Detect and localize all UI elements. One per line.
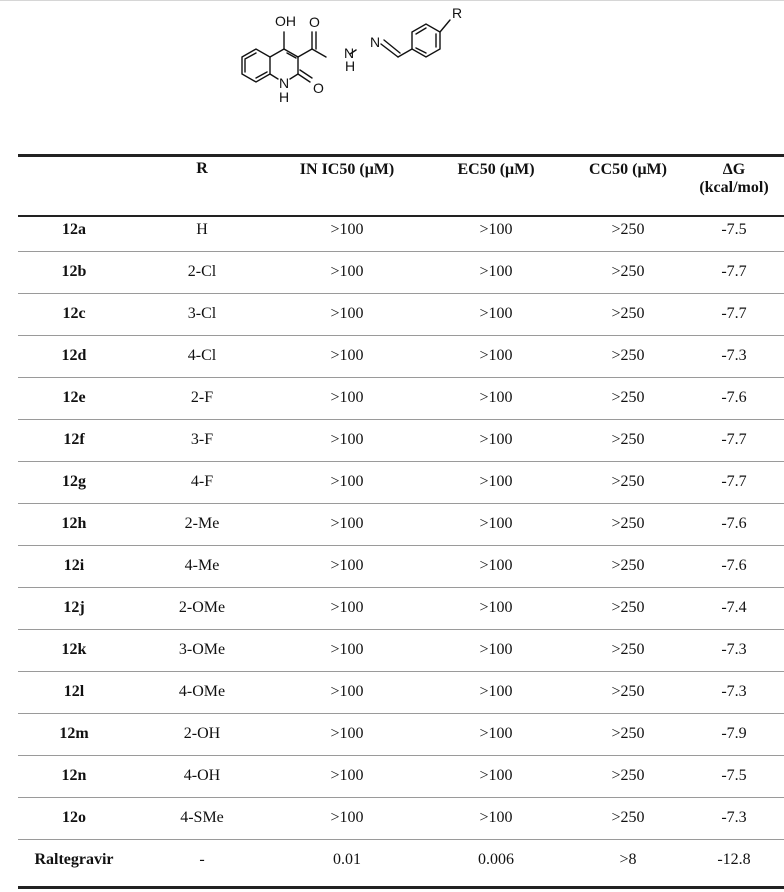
- delta-g-value: -7.7: [721, 305, 747, 322]
- cc50-value: >250: [611, 305, 645, 322]
- compound-id: 12h: [61, 515, 87, 532]
- r-substituent: 3-OMe: [178, 641, 226, 658]
- delta-g-value: -7.7: [721, 473, 747, 490]
- r-substituent: 4-OMe: [178, 683, 226, 700]
- delta-g-value: -7.3: [721, 683, 747, 700]
- table-bottom-rule: [18, 886, 784, 889]
- cc50-value: >250: [611, 347, 645, 364]
- ring-h-label: H: [279, 89, 290, 105]
- compound-id: 12o: [62, 809, 86, 826]
- ring-oxygen-label: O: [313, 80, 324, 96]
- ec50-value: >100: [479, 725, 513, 742]
- oh-label: OH: [275, 13, 296, 29]
- in-ic50-value: >100: [330, 557, 364, 574]
- in-ic50-value: >100: [330, 809, 364, 826]
- cc50-value: >250: [611, 431, 645, 448]
- compound-id: 12a: [62, 221, 86, 238]
- in-ic50-value: >100: [330, 431, 364, 448]
- compound-id: 12l: [63, 683, 85, 700]
- header-in-ic50: IN IC50 (μM): [299, 161, 395, 178]
- row-divider: [18, 251, 784, 252]
- cc50-value: >250: [611, 515, 645, 532]
- ec50-value: >100: [479, 347, 513, 364]
- row-divider: [18, 335, 784, 336]
- cc50-value: >250: [611, 767, 645, 784]
- cc50-value: >250: [611, 809, 645, 826]
- r-substituent: 3-Cl: [187, 305, 217, 322]
- in-ic50-value: >100: [330, 725, 364, 742]
- row-divider: [18, 377, 784, 378]
- scaffold-drawing: [230, 2, 480, 122]
- ec50-value: >100: [479, 557, 513, 574]
- compound-id: 12k: [61, 641, 87, 658]
- in-ic50-value: >100: [330, 683, 364, 700]
- row-divider: [18, 461, 784, 462]
- r-substituent: -: [199, 851, 205, 868]
- row-divider: [18, 629, 784, 630]
- in-ic50-value: >100: [330, 599, 364, 616]
- row-divider: [18, 755, 784, 756]
- compound-id: 12c: [62, 305, 86, 322]
- r-substituent: 2-Me: [184, 515, 220, 532]
- table-top-rule: [18, 154, 784, 157]
- ec50-value: >100: [479, 263, 513, 280]
- cc50-value: >250: [611, 221, 645, 238]
- cc50-value: >250: [611, 725, 645, 742]
- r-substituent: 4-SMe: [180, 809, 224, 826]
- r-substituent: 4-Cl: [187, 347, 217, 364]
- cc50-value: >250: [611, 599, 645, 616]
- in-ic50-value: >100: [330, 347, 364, 364]
- compound-id: 12n: [61, 767, 87, 784]
- ec50-value: >100: [479, 431, 513, 448]
- row-divider: [18, 671, 784, 672]
- header-r: R: [196, 160, 208, 177]
- in-ic50-value: >100: [330, 305, 364, 322]
- ec50-value: >100: [479, 473, 513, 490]
- ec50-value: >100: [479, 767, 513, 784]
- compound-id: Raltegravir: [34, 851, 114, 868]
- delta-g-symbol: ΔG: [722, 161, 746, 178]
- ec50-value: 0.006: [478, 851, 514, 868]
- compound-id: 12m: [59, 725, 89, 742]
- hydrazide-n-label: N: [344, 45, 355, 61]
- ec50-value: >100: [479, 515, 513, 532]
- compound-id: 12e: [62, 389, 86, 406]
- cc50-value: >250: [611, 389, 645, 406]
- delta-g-value: -7.5: [721, 767, 747, 784]
- r-substituent: 2-OH: [183, 725, 221, 742]
- amide-oxygen-label: O: [309, 14, 320, 30]
- delta-g-value: -7.3: [721, 347, 747, 364]
- header-cc50: CC50 (μM): [589, 161, 667, 178]
- r-substituent: 2-Cl: [187, 263, 217, 280]
- delta-g-value: -7.3: [721, 809, 747, 826]
- compound-id: 12j: [63, 599, 85, 616]
- row-divider: [18, 293, 784, 294]
- in-ic50-value: >100: [330, 473, 364, 490]
- in-ic50-value: >100: [330, 221, 364, 238]
- row-divider: [18, 797, 784, 798]
- ring-n-label: N: [279, 75, 290, 91]
- ec50-value: >100: [479, 389, 513, 406]
- row-divider: [18, 419, 784, 420]
- ec50-value: >100: [479, 809, 513, 826]
- header-delta-g: [684, 161, 784, 197]
- ec50-value: >100: [479, 221, 513, 238]
- in-ic50-value: 0.01: [333, 851, 361, 868]
- compound-id: 12g: [62, 473, 86, 490]
- r-substituent: H: [196, 221, 208, 238]
- delta-g-value: -7.6: [721, 515, 747, 532]
- delta-g-unit: (kcal/mol): [699, 179, 769, 196]
- delta-g-value: -7.6: [721, 389, 747, 406]
- delta-g-value: -7.6: [721, 557, 747, 574]
- top-border: [0, 0, 784, 1]
- cc50-value: >250: [611, 683, 645, 700]
- cc50-value: >250: [611, 641, 645, 658]
- row-divider: [18, 545, 784, 546]
- cc50-value: >250: [611, 557, 645, 574]
- row-divider: [18, 713, 784, 714]
- row-divider: [18, 503, 784, 504]
- cc50-value: >250: [611, 263, 645, 280]
- row-divider: [18, 839, 784, 840]
- cc50-value: >250: [611, 473, 645, 490]
- in-ic50-value: >100: [330, 767, 364, 784]
- delta-g-value: -7.4: [721, 599, 747, 616]
- compound-id: 12d: [61, 347, 87, 364]
- r-substituent: 3-F: [190, 431, 214, 448]
- delta-g-value: -7.3: [721, 641, 747, 658]
- header-ec50: EC50 (μM): [457, 161, 535, 178]
- ec50-value: >100: [479, 305, 513, 322]
- in-ic50-value: >100: [330, 263, 364, 280]
- r-substituent: 2-OMe: [178, 599, 226, 616]
- ec50-value: >100: [479, 683, 513, 700]
- r-substituent: 4-Me: [184, 557, 220, 574]
- r-substituent: 4-OH: [183, 767, 221, 784]
- delta-g-value: -12.8: [717, 851, 751, 868]
- delta-g-value: -7.9: [721, 725, 747, 742]
- in-ic50-value: >100: [330, 641, 364, 658]
- r-substituent-label: R: [452, 5, 463, 21]
- chemical-structure: [230, 2, 480, 122]
- compound-id: 12i: [63, 557, 85, 574]
- in-ic50-value: >100: [330, 389, 364, 406]
- delta-g-value: -7.5: [721, 221, 747, 238]
- imine-n-label: N: [370, 34, 381, 50]
- compound-id: 12f: [63, 431, 85, 448]
- r-substituent: 2-F: [190, 389, 214, 406]
- in-ic50-value: >100: [330, 515, 364, 532]
- row-divider: [18, 587, 784, 588]
- cc50-value: >8: [619, 851, 637, 868]
- hydrazide-h-label: H: [345, 58, 356, 74]
- r-substituent: 4-F: [190, 473, 214, 490]
- delta-g-value: -7.7: [721, 263, 747, 280]
- ec50-value: >100: [479, 599, 513, 616]
- delta-g-value: -7.7: [721, 431, 747, 448]
- ec50-value: >100: [479, 641, 513, 658]
- compound-id: 12b: [61, 263, 87, 280]
- header-bottom-rule: [18, 215, 784, 217]
